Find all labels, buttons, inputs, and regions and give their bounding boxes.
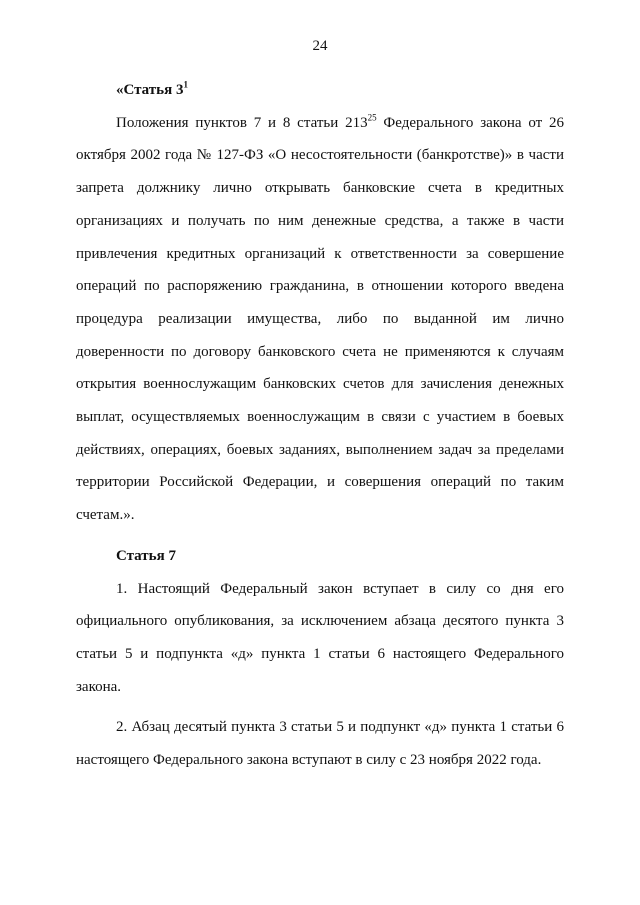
article-3-1-paragraph-start: Положения пунктов 7 и 8 статьи 213	[116, 114, 368, 131]
document-body	[76, 74, 564, 777]
article-3-1-heading	[76, 74, 564, 107]
page-number: 24	[312, 38, 328, 54]
article-7-heading: Статья 7	[116, 547, 176, 564]
article-213-superscript: 25	[367, 112, 377, 123]
article-3-1-heading-superscript: 1	[183, 79, 188, 90]
article-3-1-paragraph	[76, 107, 564, 532]
article-7-paragraph-1: 1. Настоящий Федеральный закон вступает в силу со дня его официального опубликования, за исключением абзаца десятого пункта 3 статьи 5 и подпункта «д» пункта 1 статьи 6 настоящего Федерального закона.	[76, 580, 564, 695]
article-3-1-paragraph-rest: Федерального закона от 26 октября 2002 года № 127-ФЗ «О несостоятельности (банкротстве)» в части запрета должнику лично открывать банковские счета в кредитных организациях и получать по ним денежные средства, а также в части привлечения кредитных организаций к ответственности за совершение операций по распоряжению гражданина, в отношении которого введена процедура реализации имущества, либо по выданной им лично доверенности по договору банковского счета не применяются к случаям открытия военнослужащим банковских счетов для зачисления денежных выплат, осуществляемых военнослужащим в связи с участием в боевых действиях, операциях, боевых заданиях, выполнением задач за пределами территории Российской Федерации, и совершения операций по таким счетам.».	[76, 114, 564, 524]
article-3-1-heading-text: «Статья 3	[116, 82, 184, 98]
article-7-paragraph-2: 2. Абзац десятый пункта 3 статьи 5 и подпункт «д» пункта 1 статьи 6 настоящего Федерального закона вступают в силу с 23 ноября 2022 года.	[76, 719, 564, 769]
